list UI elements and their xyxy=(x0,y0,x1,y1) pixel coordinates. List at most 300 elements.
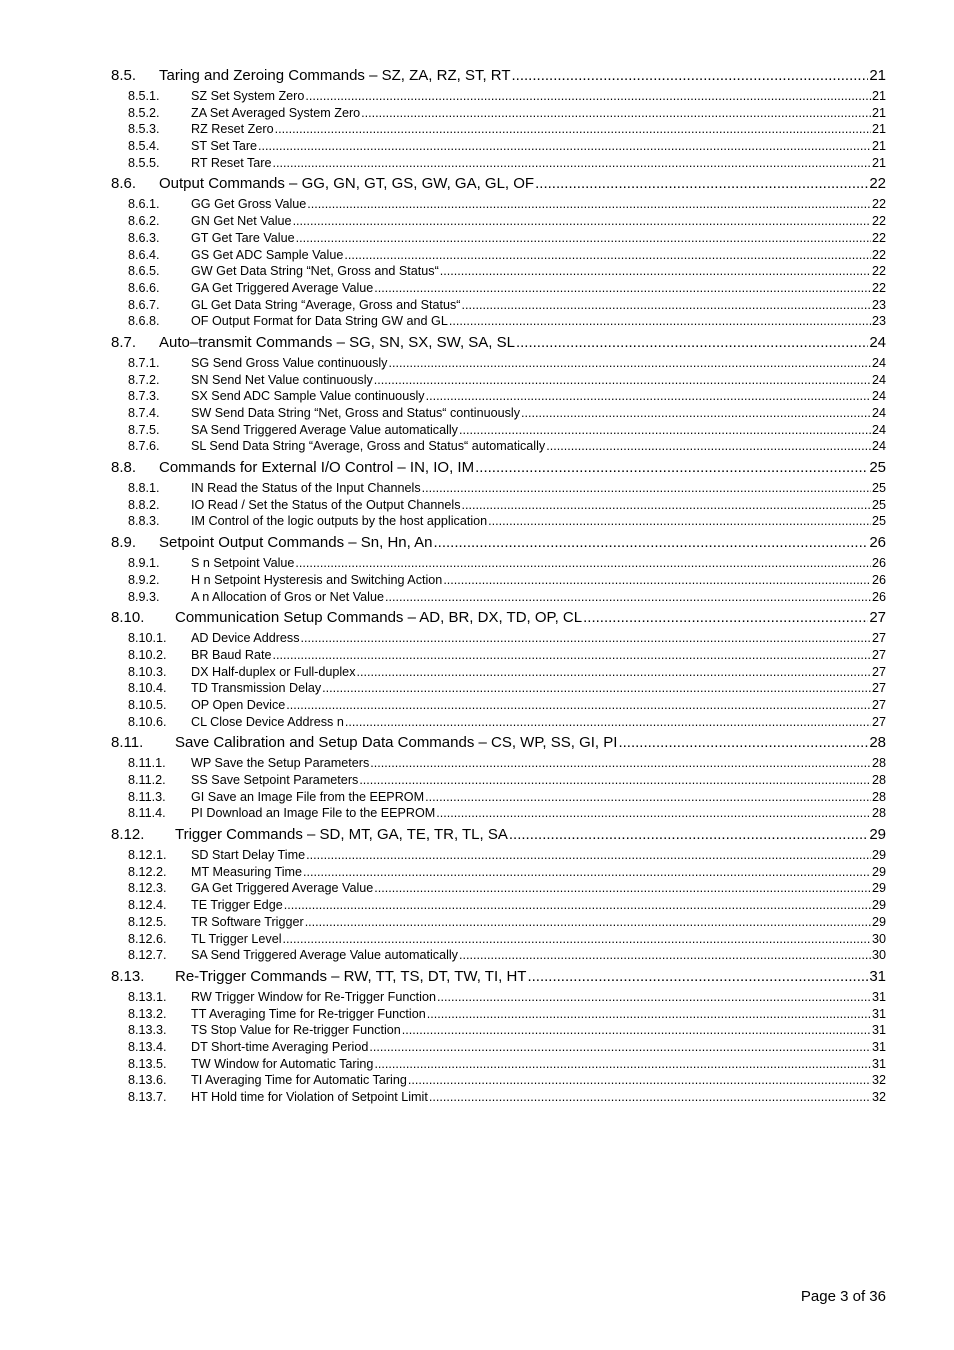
dot-leader xyxy=(307,196,871,213)
toc-number: 8.13.7. xyxy=(128,1090,167,1104)
toc-entry[interactable] xyxy=(111,355,886,372)
toc-number: 8.12.1. xyxy=(128,848,167,863)
toc-heading[interactable] xyxy=(111,333,886,353)
dot-leader xyxy=(388,355,871,372)
dot-leader xyxy=(443,572,871,589)
dot-leader xyxy=(258,138,871,155)
toc-title: S n Setpoint Value xyxy=(191,556,295,571)
toc-number: 8.13. xyxy=(111,967,145,985)
toc-number: 8.12.3. xyxy=(128,881,167,896)
toc-entry[interactable] xyxy=(111,405,886,422)
toc-page-number: 25 xyxy=(871,497,886,512)
toc-page-number: 21 xyxy=(871,89,886,103)
toc-entry[interactable] xyxy=(111,880,886,897)
toc-heading[interactable] xyxy=(111,66,886,86)
toc-entry[interactable] xyxy=(111,1006,886,1023)
toc-page-number: 27 xyxy=(871,714,886,729)
toc-number: 8.5.5. xyxy=(128,155,160,170)
toc-number: 8.9.2. xyxy=(128,572,160,587)
toc-page-number: 29 xyxy=(871,898,886,913)
toc-title: Setpoint Output Commands – Sn, Hn, An xyxy=(159,534,433,552)
dot-leader xyxy=(374,1056,871,1073)
toc-title: Communication Setup Commands – AD, BR, DX, TD, OP, CL xyxy=(175,609,583,627)
toc-title: SA Send Triggered Average Value automatically xyxy=(191,422,458,437)
toc-title: TL Trigger Level xyxy=(191,931,282,946)
toc-page-number: 22 xyxy=(871,247,886,262)
toc-title: SD Start Delay Time xyxy=(191,848,306,863)
toc-title: A n Allocation of Gros or Net Value xyxy=(191,589,384,604)
toc-page-number: 25 xyxy=(871,481,886,496)
toc-title: Re-Trigger Commands – RW, TT, TS, DT, TW, TI, HT xyxy=(175,967,527,985)
toc-title: GI Save an Image File from the EEPROM xyxy=(191,789,425,804)
toc-title: GT Get Tare Value xyxy=(191,230,295,245)
toc-title: ZA Set Averaged System Zero xyxy=(191,105,361,120)
dot-leader xyxy=(385,589,871,606)
toc-page-number: 29 xyxy=(871,881,886,896)
toc-page-number: 21 xyxy=(871,155,886,170)
toc-title: TR Software Trigger xyxy=(191,914,304,929)
toc-section xyxy=(111,733,886,822)
dot-leader xyxy=(488,513,871,530)
toc-page-number: 26 xyxy=(871,572,886,587)
toc-entry[interactable] xyxy=(111,1022,886,1039)
toc-number: 8.13.1. xyxy=(128,989,167,1004)
toc-title: GA Get Triggered Average Value xyxy=(191,280,374,295)
toc-number: 8.6.2. xyxy=(128,214,160,229)
dot-leader xyxy=(475,458,868,478)
toc-section xyxy=(111,333,886,455)
toc-number: 8.6.4. xyxy=(128,247,160,262)
toc-entry[interactable] xyxy=(111,572,886,589)
toc-page-number: 28 xyxy=(869,734,886,752)
toc-number: 8.7.5. xyxy=(128,422,160,437)
toc-title: SN Send Net Value continuously xyxy=(191,372,373,387)
toc-title: ST Set Tare xyxy=(191,139,258,154)
dot-leader xyxy=(516,333,868,353)
toc-number: 8.6.7. xyxy=(128,297,160,312)
dot-leader xyxy=(427,1006,871,1023)
toc-page-number: 31 xyxy=(871,1039,886,1054)
dot-leader xyxy=(273,647,871,664)
toc-number: 8.6. xyxy=(111,175,137,193)
dot-leader xyxy=(374,880,871,897)
dot-leader xyxy=(546,438,871,455)
toc-page-number: 31 xyxy=(871,1056,886,1071)
dot-leader xyxy=(425,789,871,806)
toc-entry[interactable] xyxy=(111,155,886,172)
toc-page-number: 22 xyxy=(871,214,886,229)
toc-number: 8.11.3. xyxy=(128,789,166,804)
toc-page-number: 26 xyxy=(869,534,886,552)
dot-leader xyxy=(305,88,871,105)
toc-heading[interactable] xyxy=(111,533,886,553)
toc-number: 8.10.1. xyxy=(128,631,167,646)
toc-number: 8.10. xyxy=(111,609,145,627)
dot-leader xyxy=(535,174,868,194)
toc-heading[interactable] xyxy=(111,608,886,628)
toc-entry[interactable] xyxy=(111,897,886,914)
toc-title: OF Output Format for Data String GW and GL xyxy=(191,314,448,329)
dot-leader xyxy=(449,313,871,330)
toc-number: 8.6.8. xyxy=(128,314,160,329)
toc-title: Auto–transmit Commands – SG, SN, SX, SW, SA, SL xyxy=(159,333,515,351)
toc-page-number: 28 xyxy=(871,756,886,771)
toc-page-number: 29 xyxy=(871,914,886,929)
toc-number: 8.10.5. xyxy=(128,697,167,712)
toc-title: DT Short-time Averaging Period xyxy=(191,1039,369,1054)
dot-leader xyxy=(322,680,871,697)
toc-title: IN Read the Status of the Input Channels xyxy=(191,481,421,496)
toc-page-number: 21 xyxy=(871,105,886,120)
toc-entry[interactable] xyxy=(111,497,886,514)
toc-number: 8.7.1. xyxy=(128,355,160,370)
toc-number: 8.9. xyxy=(111,534,137,552)
toc-number: 8.11.4. xyxy=(128,806,166,821)
dot-leader xyxy=(402,1022,871,1039)
toc-title: IM Control of the logic outputs by the host application xyxy=(191,514,488,529)
toc-entry[interactable] xyxy=(111,121,886,138)
toc-number: 8.10.2. xyxy=(128,647,167,662)
toc-entry[interactable] xyxy=(111,213,886,230)
toc-entry[interactable] xyxy=(111,680,886,697)
toc-title: SS Save Setpoint Parameters xyxy=(191,773,359,787)
toc-title: DX Half-duplex or Full-duplex xyxy=(191,664,356,679)
toc-title: TI Averaging Time for Automatic Taring xyxy=(191,1073,407,1088)
toc-title: AD Device Address xyxy=(191,631,300,646)
toc-page-number: 21 xyxy=(871,122,886,137)
toc-page-number: 22 xyxy=(871,264,886,279)
toc-page-number: 22 xyxy=(871,197,886,212)
toc-number: 8.6.3. xyxy=(128,230,160,245)
toc-number: 8.12.5. xyxy=(128,914,167,929)
toc-entry[interactable] xyxy=(111,805,886,822)
toc-entry[interactable] xyxy=(111,714,886,731)
toc-number: 8.5.3. xyxy=(128,122,160,137)
toc-title: OP Open Device xyxy=(191,697,286,712)
toc-number: 8.12.7. xyxy=(128,948,167,963)
toc-entry[interactable] xyxy=(111,664,886,681)
dot-leader xyxy=(462,297,871,314)
toc-number: 8.13.5. xyxy=(128,1056,167,1071)
dot-leader xyxy=(583,608,868,628)
toc-page-number: 31 xyxy=(871,989,886,1004)
toc-page-number: 22 xyxy=(871,230,886,245)
toc-page-number: 27 xyxy=(871,664,886,679)
toc-page-number: 31 xyxy=(871,1006,886,1021)
toc-entry[interactable] xyxy=(111,438,886,455)
toc-page-number: 29 xyxy=(871,864,886,879)
toc-number: 8.9.3. xyxy=(128,589,160,604)
toc-entry[interactable] xyxy=(111,755,886,772)
toc-title: GS Get ADC Sample Value xyxy=(191,247,344,262)
toc-number: 8.8.3. xyxy=(128,514,160,529)
dot-leader xyxy=(357,664,871,681)
toc-title: SZ Set System Zero xyxy=(191,89,305,103)
toc-number: 8.9.1. xyxy=(128,556,160,571)
toc-number: 8.13.4. xyxy=(128,1039,167,1054)
toc-title: Taring and Zeroing Commands – SZ, ZA, RZ, ST, RT xyxy=(159,67,511,84)
toc-title: TW Window for Automatic Taring xyxy=(191,1056,374,1071)
toc-page-number: 31 xyxy=(871,1023,886,1038)
toc-number: 8.6.6. xyxy=(128,280,160,295)
dot-leader xyxy=(359,772,871,789)
toc-entry[interactable] xyxy=(111,630,886,647)
toc-entry[interactable] xyxy=(111,280,886,297)
toc-number: 8.8. xyxy=(111,459,137,477)
toc-page-number: 32 xyxy=(871,1073,886,1088)
toc-section xyxy=(111,174,886,330)
toc-entry[interactable] xyxy=(111,847,886,864)
dot-leader xyxy=(306,847,871,864)
toc-page-number: 26 xyxy=(871,556,886,571)
toc-number: 8.8.2. xyxy=(128,497,160,512)
dot-leader xyxy=(426,388,871,405)
toc-title: PI Download an Image File to the EEPROM xyxy=(191,806,436,821)
toc-number: 8.12.4. xyxy=(128,898,167,913)
dot-leader xyxy=(369,1039,871,1056)
toc-page-number: 30 xyxy=(871,948,886,963)
toc-heading[interactable] xyxy=(111,733,886,753)
toc-entry[interactable] xyxy=(111,1056,886,1073)
toc-entry[interactable] xyxy=(111,422,886,439)
toc-entry[interactable] xyxy=(111,697,886,714)
toc-page-number: 22 xyxy=(869,175,886,193)
toc-number: 8.7. xyxy=(111,333,137,351)
toc-title: WP Save the Setup Parameters xyxy=(191,756,370,771)
toc-entry[interactable] xyxy=(111,196,886,213)
dot-leader xyxy=(296,230,871,247)
toc-number: 8.5.4. xyxy=(128,139,160,154)
dot-leader xyxy=(286,697,871,714)
dot-leader xyxy=(462,497,871,514)
toc-page-number: 32 xyxy=(871,1090,886,1104)
dot-leader xyxy=(344,247,871,264)
toc-entry[interactable] xyxy=(111,313,886,330)
toc-page-number: 27 xyxy=(871,631,886,646)
dot-leader xyxy=(408,1072,871,1089)
toc-number: 8.7.2. xyxy=(128,372,160,387)
toc-section xyxy=(111,533,886,605)
dot-leader xyxy=(293,213,871,230)
toc-page-number: 27 xyxy=(871,647,886,662)
toc-number: 8.7.3. xyxy=(128,389,160,404)
dot-leader xyxy=(284,897,871,914)
toc-heading[interactable] xyxy=(111,458,886,478)
toc-page-number: 23 xyxy=(871,297,886,312)
dot-leader xyxy=(521,405,871,422)
toc-title: GW Get Data String “Net, Gross and Status“ xyxy=(191,264,439,279)
toc-section xyxy=(111,608,886,730)
dot-leader xyxy=(618,733,868,753)
toc-title: SA Send Triggered Average Value automatically xyxy=(191,948,458,963)
toc-entry[interactable] xyxy=(111,480,886,497)
toc-page-number: 24 xyxy=(871,355,886,370)
toc-title: RT Reset Tare xyxy=(191,155,272,170)
toc-heading[interactable] xyxy=(111,825,886,845)
toc-title: TT Averaging Time for Re-trigger Function xyxy=(191,1006,426,1021)
toc-page-number: 24 xyxy=(871,422,886,437)
toc-page-number: 28 xyxy=(871,806,886,821)
dot-leader xyxy=(303,864,871,881)
toc-entry[interactable] xyxy=(111,1072,886,1089)
toc-entry[interactable] xyxy=(111,513,886,530)
toc-title: GG Get Gross Value xyxy=(191,197,307,212)
toc-number: 8.13.6. xyxy=(128,1073,167,1088)
toc-page-number: 28 xyxy=(871,789,886,804)
toc-title: BR Baud Rate xyxy=(191,647,272,662)
dot-leader xyxy=(429,1089,871,1106)
dot-leader xyxy=(509,825,868,845)
toc-entry[interactable] xyxy=(111,1089,886,1106)
toc-entry[interactable] xyxy=(111,864,886,881)
dot-leader xyxy=(295,555,871,572)
toc-entry[interactable] xyxy=(111,589,886,606)
table-of-contents xyxy=(111,66,886,1106)
toc-title: MT Measuring Time xyxy=(191,864,303,879)
dot-leader xyxy=(434,533,869,553)
toc-page-number: 31 xyxy=(869,967,886,985)
toc-heading[interactable] xyxy=(111,967,886,987)
toc-page-number: 24 xyxy=(871,439,886,454)
toc-section xyxy=(111,825,886,964)
toc-number: 8.7.4. xyxy=(128,406,160,420)
dot-leader xyxy=(273,155,871,172)
toc-page-number: 25 xyxy=(871,514,886,529)
dot-leader xyxy=(305,914,871,931)
toc-heading[interactable] xyxy=(111,174,886,194)
dot-leader xyxy=(283,931,871,948)
toc-page-number: 25 xyxy=(869,459,886,477)
toc-title: Trigger Commands – SD, MT, GA, TE, TR, TL, SA xyxy=(175,826,508,844)
toc-title: TD Transmission Delay xyxy=(191,681,322,696)
toc-title: H n Setpoint Hysteresis and Switching Action xyxy=(191,572,443,587)
dot-leader xyxy=(459,947,871,964)
toc-number: 8.11. xyxy=(111,734,144,752)
dot-leader xyxy=(361,105,871,122)
toc-entry[interactable] xyxy=(111,947,886,964)
toc-entry[interactable] xyxy=(111,263,886,280)
toc-page-number: 24 xyxy=(871,389,886,404)
toc-entry[interactable] xyxy=(111,88,886,105)
toc-number: 8.5.2. xyxy=(128,105,160,120)
toc-number: 8.12.2. xyxy=(128,864,167,879)
dot-leader xyxy=(275,121,871,138)
toc-title: Save Calibration and Setup Data Commands – CS, WP, SS, GI, PI xyxy=(175,734,618,752)
dot-leader xyxy=(374,372,871,389)
toc-section xyxy=(111,458,886,530)
toc-page-number: 24 xyxy=(869,333,886,351)
toc-number: 8.5. xyxy=(111,67,137,84)
toc-number: 8.12.6. xyxy=(128,931,167,946)
toc-title: GL Get Data String “Average, Gross and Status“ xyxy=(191,297,461,312)
toc-page-number: 21 xyxy=(871,139,886,154)
toc-title: SX Send ADC Sample Value continuously xyxy=(191,389,425,404)
toc-title: HT Hold time for Violation of Setpoint Limit xyxy=(191,1090,428,1104)
toc-entry[interactable] xyxy=(111,1039,886,1056)
toc-title: SW Send Data String “Net, Gross and Status“ continuously xyxy=(191,406,520,420)
toc-section xyxy=(111,66,886,171)
toc-title: GN Get Net Value xyxy=(191,214,292,229)
toc-number: 8.11.2. xyxy=(128,773,166,787)
toc-page-number: 27 xyxy=(871,681,886,696)
toc-entry[interactable] xyxy=(111,914,886,931)
dot-leader xyxy=(436,805,871,822)
toc-number: 8.6.5. xyxy=(128,264,160,279)
toc-title: TE Trigger Edge xyxy=(191,898,283,913)
toc-number: 8.7.6. xyxy=(128,439,160,454)
toc-entry[interactable] xyxy=(111,989,886,1006)
toc-page-number: 22 xyxy=(871,280,886,295)
toc-page-number: 29 xyxy=(871,848,886,863)
toc-page-number: 29 xyxy=(869,826,886,844)
dot-leader xyxy=(345,714,871,731)
toc-entry[interactable] xyxy=(111,247,886,264)
toc-entry[interactable] xyxy=(111,789,886,806)
page-number: Page 3 of 36 xyxy=(800,1288,886,1305)
dot-leader xyxy=(459,422,871,439)
dot-leader xyxy=(512,66,869,86)
toc-page-number: 24 xyxy=(871,372,886,387)
toc-entry[interactable] xyxy=(111,230,886,247)
toc-page-number: 30 xyxy=(871,931,886,946)
dot-leader xyxy=(437,989,871,1006)
toc-title: SL Send Data String “Average, Gross and Status“ automatically xyxy=(191,439,546,454)
toc-number: 8.11.1. xyxy=(128,756,166,771)
toc-entry[interactable] xyxy=(111,931,886,948)
toc-number: 8.13.2. xyxy=(128,1006,167,1021)
toc-page-number: 26 xyxy=(871,589,886,604)
toc-title: GA Get Triggered Average Value xyxy=(191,881,374,896)
toc-page-number: 23 xyxy=(871,314,886,329)
toc-page-number: 24 xyxy=(871,406,886,420)
toc-entry[interactable] xyxy=(111,372,886,389)
toc-entry[interactable] xyxy=(111,138,886,155)
toc-page-number: 27 xyxy=(871,697,886,712)
toc-title: Output Commands – GG, GN, GT, GS, GW, GA, GL, OF xyxy=(159,175,535,193)
dot-leader xyxy=(527,967,868,987)
toc-entry[interactable] xyxy=(111,772,886,789)
toc-entry[interactable] xyxy=(111,388,886,405)
toc-title: RW Trigger Window for Re-Trigger Function xyxy=(191,989,436,1004)
dot-leader xyxy=(370,755,871,772)
dot-leader xyxy=(301,630,871,647)
toc-number: 8.12. xyxy=(111,826,145,844)
toc-number: 8.13.3. xyxy=(128,1023,167,1038)
toc-title: SG Send Gross Value continuously xyxy=(191,355,388,370)
dot-leader xyxy=(374,280,871,297)
toc-page-number: 28 xyxy=(871,773,886,787)
toc-number: 8.10.4. xyxy=(128,681,167,696)
toc-entry[interactable] xyxy=(111,297,886,314)
toc-title: RZ Reset Zero xyxy=(191,122,274,137)
dot-leader xyxy=(440,263,871,280)
dot-leader xyxy=(422,480,871,497)
toc-title: CL Close Device Address n xyxy=(191,714,344,729)
toc-entry[interactable] xyxy=(111,105,886,122)
toc-entry[interactable] xyxy=(111,647,886,664)
toc-page-number: 27 xyxy=(869,609,886,627)
toc-title: TS Stop Value for Re-trigger Function xyxy=(191,1023,401,1038)
toc-title: IO Read / Set the Status of the Output Channels xyxy=(191,497,461,512)
toc-number: 8.10.6. xyxy=(128,714,167,729)
toc-section xyxy=(111,967,886,1106)
toc-title: Commands for External I/O Control – IN, IO, IM xyxy=(159,459,475,477)
toc-number: 8.5.1. xyxy=(128,89,160,103)
toc-number: 8.6.1. xyxy=(128,197,160,212)
toc-number: 8.10.3. xyxy=(128,664,167,679)
toc-entry[interactable] xyxy=(111,555,886,572)
toc-page-number: 21 xyxy=(869,67,886,84)
